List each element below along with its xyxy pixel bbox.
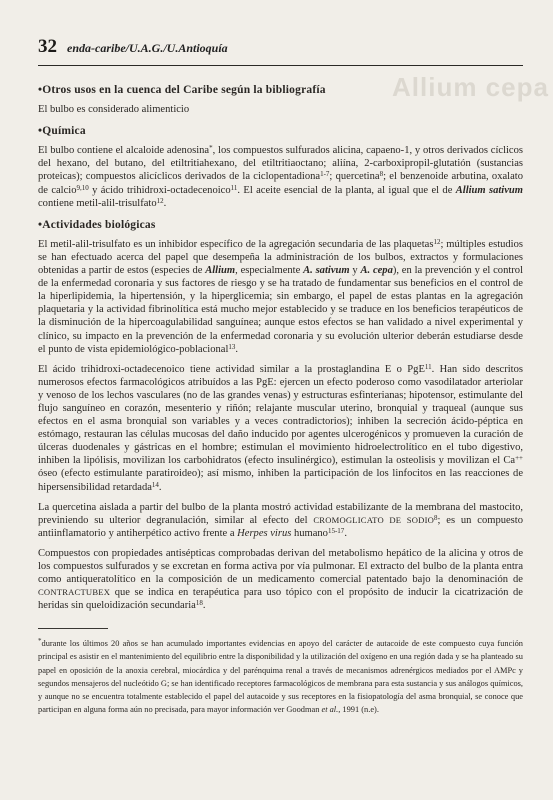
section-title-quimica: •Química bbox=[38, 125, 86, 138]
actividades-paragraph-1: El metil-alil-trisulfato es un inhibidor específico de la agregación secundaria de las plaquetas$^{12}$; múltiples estudios se han efectuado acerca del papel que desempeña la administración de los bulbos, extractos y formulaciones obtenidas a partir de estos (especies de Allium, especialmente A. sativum y A. cepa), en la prevención y el control de la enfermedad coronaria y sus factores de riesgo y se ha tratado de fundamentar sus beneficios en el control de la hiperlipidemia, la hipertensión, y la hiperglicemia; sin embargo, el papel de estas plantas en la agregación plaquetaria y la actividad fibrinolítica está mucho mejor establecido y se traduce en los beneficios terapéuticos de la disminución de la hipercoagulabilidad sanguínea; aunque estos efectos se han validado a nivel experimental y clínico, su impacto en la prevención de la enfermedad coronaria y su evolución ulterior deberán estudiarse desde el punto de vista epidemiológico-poblacional$^{13}$. bbox=[38, 237, 523, 355]
page-number: 32 bbox=[38, 36, 57, 57]
bleed-through-title: Allium cepa bbox=[392, 72, 549, 102]
footnote-marker: * bbox=[38, 637, 42, 646]
section-actividades bbox=[38, 219, 523, 613]
actividades-paragraph-3: La quercetina aislada a partir del bulbo de la planta mostró actividad estabilizante de la membrana del mastocito, previniendo su ulterior degranulación, similar al efecto del CROMOGLICATO DE SODIO$^8$; es un compuesto antiinflamatorio y antiherpético activo frente a Herpes virus humano$^{15-17}$. bbox=[38, 501, 523, 539]
footnote-rule bbox=[38, 628, 108, 629]
header-rule bbox=[38, 65, 523, 66]
page-header bbox=[38, 36, 523, 58]
footnote: *durante los últimos 20 años se han acumulado importantes evidencias en apoyo del carácter de autacoide de este compuesto cuya función principal es asistir en el mantenimiento del equilibrio entre la disponibilidad y la utilización del oxígeno en una región dada y se ha planteado su papel en oposición de la anoxia cerebral, miocárdica y del parénquima renal a través de mecanismos adrenérgicos mediados por el AMPc y segundos mensajeros del nucleótido G; se han identificado receptores farmacológicos de membrana para esta sustancia y sus análogos químicos, y aunque no se encuentra totalmente establecido el papel del autacoide y sus receptores en la fisiopatología del asma bronquial, se conoce que participan en alguna forma aún no precisada, para mayor información ver Goodman et al., 1991 (n.e). bbox=[38, 637, 523, 714]
actividades-paragraph-4: Compuestos con propiedades antisépticas comprobadas derivan del metabolismo hepático de la alicina y otros de los compuestos sulfurados y se excretan en forma activa por vía pulmonar. El extracto del bulbo de la planta entra como antiqueratolítico en la composición de un medicamento comercial patentado bajo la denominación de CONTRACTUBEX que se indica en terapéutica para uso tópico con el propósito de inducir la cicatrización de heridas sin queloidización secundaria$^{18}$. bbox=[38, 547, 523, 612]
running-title: enda-caribe/U.A.G./U.Antioquía bbox=[67, 41, 228, 55]
page-content bbox=[38, 84, 523, 716]
section-title-otros-usos: •Otros usos en la cuenca del Caribe según la bibliografía bbox=[38, 84, 326, 96]
quimica-paragraph: El bulbo contiene el alcaloide adenosina*, los compuestos sulfurados alicina, capaeno-1, y otros derivados cíclicos del hexano, del butano, del etiltritiahexano, del etiltritiaoctano; aliína, 2-carboxipropil-glutatión (sustancias proteicas); compuestos alicíclicos derivados de la ciclopentadiona$^{1-7}$; quercetina$^8$; el benzenoide arbutina, oxalato de calcio$^{9,10}$ y ácido trihidroxi-octadecenoico$^{11}$. El aceite esencial de la planta, al igual que el de Allium sativum contiene metil-alil-trisulfato$^{12}$. bbox=[38, 144, 523, 209]
actividades-paragraph-2: El ácido trihidroxi-octadecenoico tiene actividad similar a la prostaglandina E o PgE$^{11}$. Han sido descritos numerosos efectos farmacológicos atribuídos a las PgE: ejercen un efecto poderoso como vasodilatador arteriolar y venoso de los lechos vasculares (no de las grandes venas) y estructuras esfinterianas; hipotensor, estimulante del flujo sanguíneo en corazón, mesenterio y riñón; relajante muscular uterino, bronquial y traqueal (aunque sus efectos en el asma bronquial son variables y a veces contradictorios); inhiben la secreción ácido-péptica en estómago, restauran las células mucosas del daño inducido por agentes ulcerogénicos y promueven la curación de úlceras duodenales y gástricas en el hombre; estimulan el movimiento hidroelectrolítico en el tubo digestivo, inhiben la lipólisis, movilizan los carbohidratos (efecto insulinérgico), estimulan la osteolisis y movilizan el Ca++ óseo (efecto estimulante paratiroideo); así mismo, inhiben la participación de los linfocitos en las reacciones de hipersensibilidad retardada$^{14}$. bbox=[38, 362, 523, 493]
section-title-actividades: •Actividades biológicas bbox=[38, 218, 156, 231]
otros-usos-text: El bulbo es considerado alimenticio bbox=[38, 104, 190, 116]
section-quimica bbox=[38, 125, 523, 210]
section-otros-usos bbox=[38, 84, 523, 116]
